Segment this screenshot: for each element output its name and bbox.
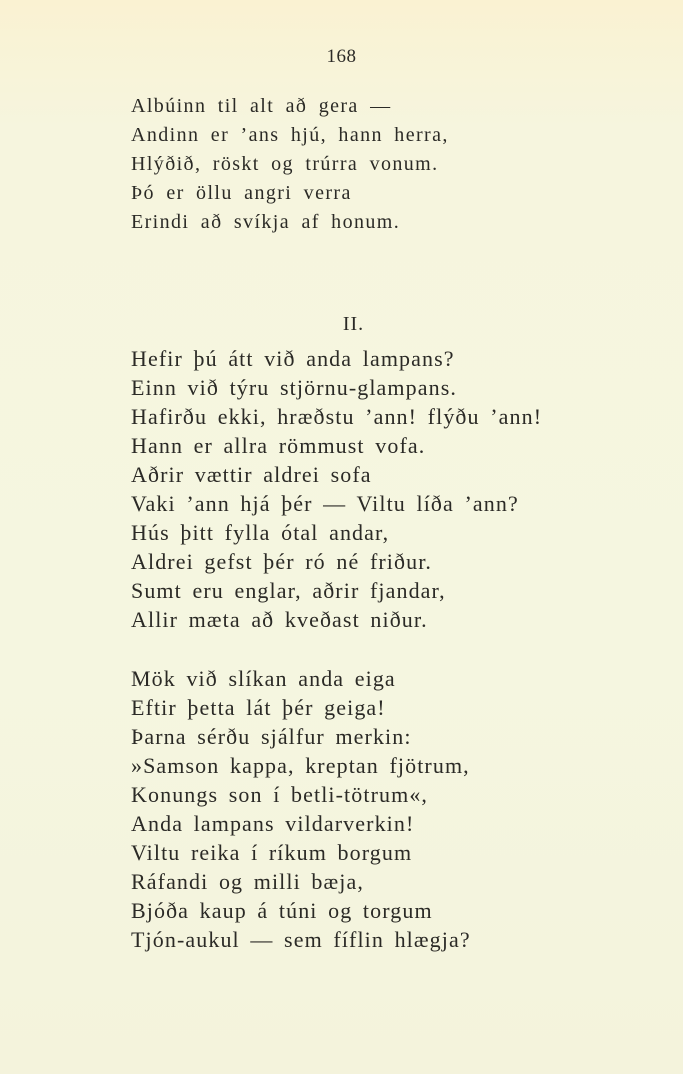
verse-line: Hefir þú átt við anda lampans? (131, 346, 455, 371)
verse-line: Tjón-aukul — sem fíflin hlægja? (131, 927, 471, 952)
verse-line: Hann er allra römmust vofa. (131, 433, 426, 458)
verse-line: Viltu reika í ríkum borgum (131, 840, 413, 865)
verse-line: »Samson kappa, kreptan fjötrum, (131, 753, 470, 778)
page-number: 168 (326, 46, 357, 67)
verse-line: Vaki ’ann hjá þér — Viltu líða ’ann? (131, 491, 519, 516)
stanza-3 (131, 664, 471, 954)
verse-line: Þarna sérðu sjálfur merkin: (131, 724, 412, 749)
verse-line: Sumt eru englar, aðrir fjandar, (131, 578, 446, 603)
verse-line: Konungs son í betli-tötrum«, (131, 782, 429, 807)
stanza-2 (131, 344, 542, 634)
verse-line: Eftir þetta lát þér geiga! (131, 695, 386, 720)
verse-line: Hús þitt fylla ótal andar, (131, 520, 390, 545)
verse-line: Ráfandi og milli bæja, (131, 869, 364, 894)
verse-line: Mök við slíkan anda eiga (131, 666, 396, 691)
verse-line: Hlýðið, röskt og trúrra vonum. (131, 153, 439, 175)
verse-line: Allir mæta að kveðast niður. (131, 607, 428, 632)
verse-line: Einn við týru stjörnu-glampans. (131, 375, 457, 400)
verse-line: Anda lampans vildarverkin! (131, 811, 415, 836)
verse-line: Bjóða kaup á túni og torgum (131, 898, 433, 923)
verse-line: Hafirðu ekki, hræðstu ’ann! flýðu ’ann! (131, 404, 543, 429)
verse-line: Þó er öllu angri verra (131, 182, 352, 204)
verse-line: Aldrei gefst þér ró né friður. (131, 549, 433, 574)
verse-line: Erindi að svíkja af honum. (131, 211, 401, 233)
verse-line: Albúinn til alt að gera — (131, 95, 392, 117)
verse-line: Andinn er ’ans hjú, hann herra, (131, 124, 449, 146)
section-heading: II. (342, 313, 365, 335)
verse-line: Aðrir vættir aldrei sofa (131, 462, 372, 487)
stanza-1 (131, 92, 449, 237)
